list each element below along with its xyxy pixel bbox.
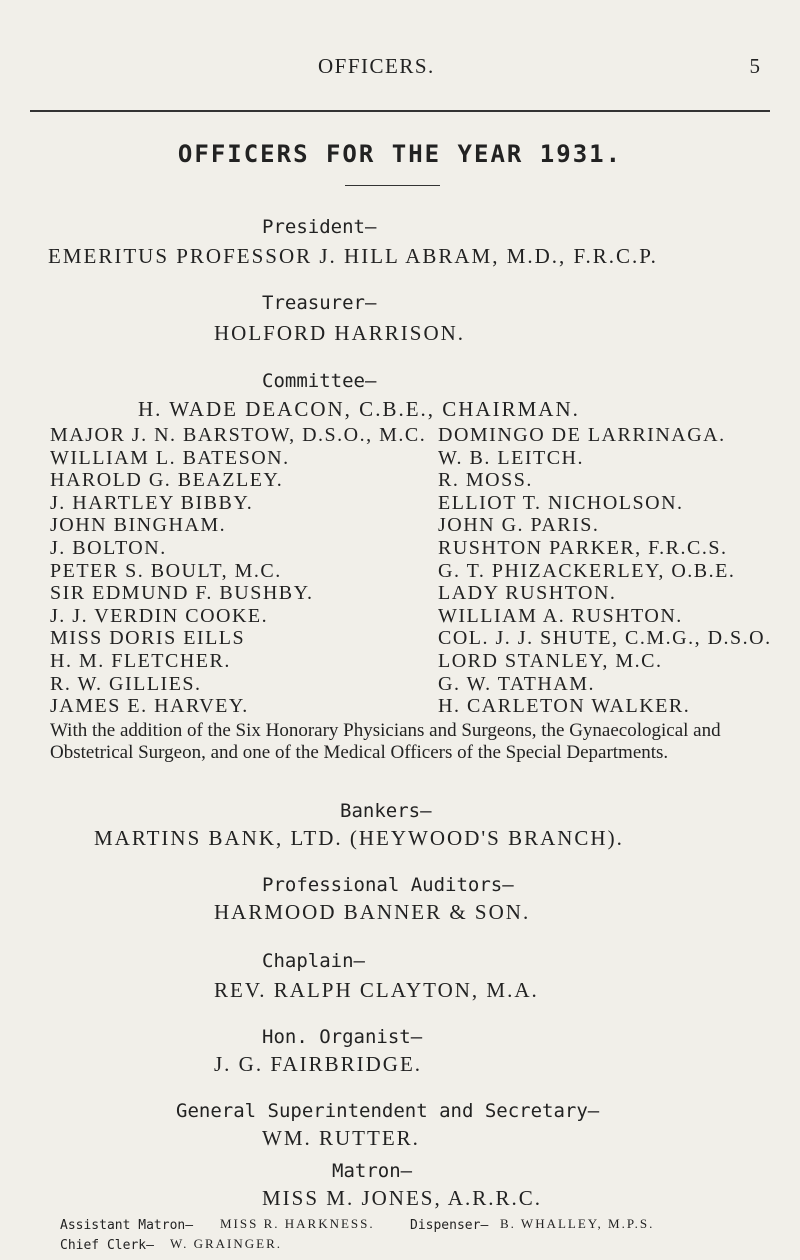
chief-clerk-name: W. GRAINGER. <box>170 1236 282 1251</box>
committee-member-right: LADY RUSHTON. <box>438 582 617 605</box>
committee-row <box>0 447 800 469</box>
committee-member-left: HAROLD G. BEAZLEY. <box>50 469 284 492</box>
chaplain-name: REV. RALPH CLAYTON, M.A. <box>214 978 539 1002</box>
committee-member-left: MISS DORIS EILLS <box>50 627 246 650</box>
committee-row <box>0 537 800 559</box>
chaplain-label: Chaplain— <box>262 950 365 972</box>
running-title: OFFICERS. <box>318 54 435 78</box>
committee-row <box>0 605 800 627</box>
chief-clerk-label: Chief Clerk— <box>60 1238 154 1253</box>
committee-member-right: G. W. TATHAM. <box>438 672 595 695</box>
committee-member-left: J. HARTLEY BIBBY. <box>50 491 254 514</box>
committee-member-right: G. T. PHIZACKERLEY, O.B.E. <box>438 559 736 582</box>
committee-row <box>0 673 800 695</box>
committee-member-left: JOHN BINGHAM. <box>50 514 227 537</box>
superintendent-label: General Superintendent and Secretary— <box>176 1100 600 1122</box>
committee-row <box>0 424 800 446</box>
committee-member-right: RUSHTON PARKER, F.R.C.S. <box>438 537 728 559</box>
committee-row <box>0 560 800 582</box>
organist-name: J. G. FAIRBRIDGE. <box>214 1052 423 1076</box>
organist-label: Hon. Organist— <box>262 1026 423 1048</box>
committee-member-right: W. B. LEITCH. <box>438 446 584 469</box>
page-number: 5 <box>749 54 760 78</box>
committee-member-right: ELLIOT T. NICHOLSON. <box>438 491 684 514</box>
committee-member-left: J. BOLTON. <box>50 537 167 559</box>
superintendent-name: WM. RUTTER. <box>262 1126 420 1150</box>
title-divider <box>345 185 440 186</box>
auditors-label: Professional Auditors— <box>262 874 514 896</box>
committee-member-left: PETER S. BOULT, M.C. <box>50 559 282 582</box>
treasurer-label: Treasurer— <box>262 292 377 314</box>
committee-member-right: JOHN G. PARIS. <box>438 514 600 537</box>
running-head <box>0 54 800 86</box>
committee-chairman: H. WADE DEACON, C.B.E., CHAIRMAN. <box>138 397 580 421</box>
committee-member-left: R. W. GILLIES. <box>50 672 202 695</box>
committee-member-left: WILLIAM L. BATESON. <box>50 446 290 469</box>
treasurer-name: HOLFORD HARRISON. <box>214 321 466 345</box>
header-divider <box>30 110 770 112</box>
committee-row <box>0 514 800 536</box>
committee-member-right: LORD STANLEY, M.C. <box>438 650 663 672</box>
committee-row <box>0 492 800 514</box>
committee-label: Committee— <box>262 370 377 392</box>
committee-member-left: JAMES E. HARVEY. <box>50 695 249 718</box>
president-name: EMERITUS PROFESSOR J. HILL ABRAM, M.D., F.R.C.P. <box>48 244 658 268</box>
assistant-matron-label: Assistant Matron— <box>60 1218 194 1233</box>
assistant-matron-name: MISS R. HARKNESS. <box>220 1216 375 1231</box>
committee-member-right: COL. J. J. SHUTE, C.M.G., D.S.O. <box>438 627 772 650</box>
committee-row <box>0 627 800 649</box>
committee-member-left: J. J. VERDIN COOKE. <box>50 604 269 627</box>
auditors-name: HARMOOD BANNER & SON. <box>214 900 531 924</box>
committee-row <box>0 582 800 604</box>
committee-member-left: H. M. FLETCHER. <box>50 650 231 672</box>
president-label: President— <box>262 216 377 238</box>
committee-row <box>0 650 800 672</box>
dispenser-name: B. WHALLEY, M.P.S. <box>500 1216 655 1231</box>
bankers-label: Bankers— <box>340 800 432 822</box>
committee-member-right: DOMINGO DE LARRINAGA. <box>438 424 726 446</box>
committee-member-right: WILLIAM A. RUSHTON. <box>438 604 683 627</box>
committee-member-left: SIR EDMUND F. BUSHBY. <box>50 582 314 605</box>
page-title: OFFICERS FOR THE YEAR 1931. <box>177 140 623 168</box>
dispenser-label: Dispenser— <box>410 1218 489 1233</box>
committee-member-left: MAJOR J. N. BARSTOW, D.S.O., M.C. <box>50 424 427 446</box>
matron-label: Matron— <box>332 1160 413 1182</box>
bankers-name: MARTINS BANK, LTD. (HEYWOOD'S BRANCH). <box>94 826 624 850</box>
committee-note: With the addition of the Six Honorary Physicians and Surgeons, the Gynaecological and Obstetrical Surgeon, and one of the Medical Officers of the Special Departments. <box>50 720 721 763</box>
matron-name: MISS M. JONES, A.R.R.C. <box>262 1186 542 1210</box>
committee-member-right: R. MOSS. <box>438 469 533 492</box>
committee-row <box>0 469 800 491</box>
committee-member-right: H. CARLETON WALKER. <box>438 695 691 718</box>
committee-row <box>0 695 800 717</box>
